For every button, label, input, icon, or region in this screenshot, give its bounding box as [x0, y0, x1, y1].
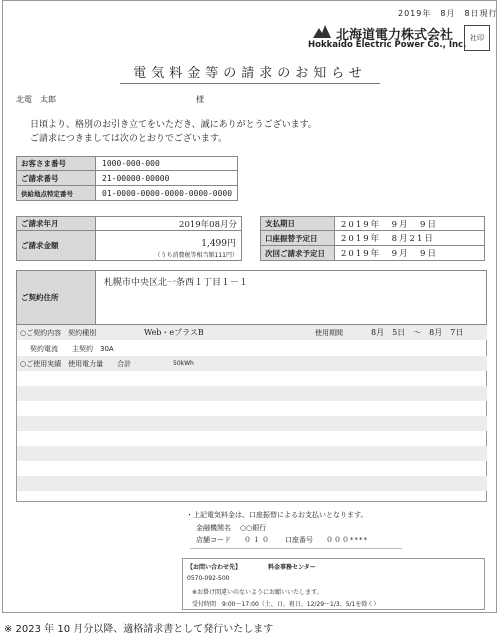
customer-honorific: 様 [196, 95, 204, 104]
contract-address-label: ご契約住所 [16, 270, 96, 325]
contract-type-value: Web・eプラスB [144, 328, 204, 337]
transfer-date-label: 口座振替予定日 [260, 231, 335, 246]
usage-period-label: 使用期間 [315, 329, 343, 337]
billing-month-value: 2019年08月分 [96, 216, 242, 231]
blank-row-4 [17, 476, 487, 491]
contact-label: 【お問い合わせ先】 [187, 564, 242, 571]
company-seal: 社印 [464, 25, 490, 51]
contact-note: ※お掛け間違いのないようにお願いいたします。 [192, 589, 323, 596]
footnote: ※ 2023 年 10 月分以降、適格請求書として発行いたします [4, 624, 274, 635]
company-name-ja: 北海道電力株式会社 [336, 28, 454, 43]
branch-code-value: ０１０ [244, 536, 271, 544]
transfer-date-value: 2019年 8月21日 [335, 231, 485, 246]
bill-number-value: 21-00000-00000 [96, 171, 238, 186]
contract-address-value: 札幌市中央区北一条西１丁目１－１ [104, 278, 249, 288]
bank-divider [190, 548, 402, 549]
contact-hours-value: 9:00～17:00（土、日、祝日、12/29～1/3、5/1を除く） [222, 601, 380, 608]
next-bill-date-label: 次回ご請求予定日 [260, 246, 335, 261]
usage-period-value: 8月 5日 ～ 8月 7日 [371, 328, 464, 337]
payment-due-label: 支払期日 [260, 216, 335, 231]
contract-type-label: ○ご契約内容 契約種別 [20, 329, 97, 337]
blank-row-3 [17, 446, 487, 461]
contact-phone: 0570-092-500 [187, 575, 230, 582]
company-name-en: Hokkaido Electric Power Co., Inc. [308, 40, 467, 50]
account-number-value: ０００**** [326, 536, 368, 544]
supply-point-label: 供給地点特定番号 [16, 186, 96, 201]
customer-number-value: 1000-000-000 [96, 156, 238, 171]
billing-month-label: ご請求年月 [16, 216, 96, 231]
customer-number-label: お客さま番号 [16, 156, 96, 171]
account-number-label: 口座番号 [285, 536, 313, 544]
bill-number-label: ご請求番号 [16, 171, 96, 186]
contact-center: 料金事務センター [268, 564, 316, 571]
customer-name: 北電 太郎 [16, 95, 56, 104]
company-logo-icon [313, 25, 331, 38]
next-bill-date-value: 2019年 9月 9日 [335, 246, 485, 261]
title-underline [120, 83, 380, 84]
document-title: 電気料金等の請求のお知らせ [133, 66, 367, 81]
billing-amount-value: 1,499円 [201, 239, 236, 249]
contract-current: 契約電流 主契約 30A [30, 345, 114, 353]
contact-hours-label: 受付時間 [192, 601, 217, 608]
issue-date: 2019年 8月 8日現行 [398, 9, 498, 18]
tax-note: （うち消費税等相当額111円） [154, 252, 238, 259]
blank-row-1 [17, 386, 487, 401]
bank-name-value: ○○銀行 [240, 524, 267, 532]
branch-code-label: 店舗コード [196, 536, 231, 544]
greeting-line-2: ご請求につきましては次のとおりでございます。 [30, 134, 228, 144]
payment-method-note: ・上記電気料金は、口座振替によるお支払いとなります。 [186, 511, 368, 519]
greeting-line-1: 日頃より、格別のお引き立てをいただき、誠にありがとうございます。 [30, 120, 317, 130]
blank-row-2 [17, 416, 487, 431]
bank-name-label: 金融機関名 [196, 524, 231, 532]
payment-due-value: 2019年 9月 9日 [335, 216, 485, 231]
billing-amount-label: ご請求金額 [16, 231, 96, 261]
supply-point-value: 01-0000-0000-0000-0000-0000 [96, 186, 238, 201]
usage-value: 50kWh [173, 360, 194, 367]
usage-label: ○ご使用実績 使用電力量 合計 [20, 360, 132, 368]
